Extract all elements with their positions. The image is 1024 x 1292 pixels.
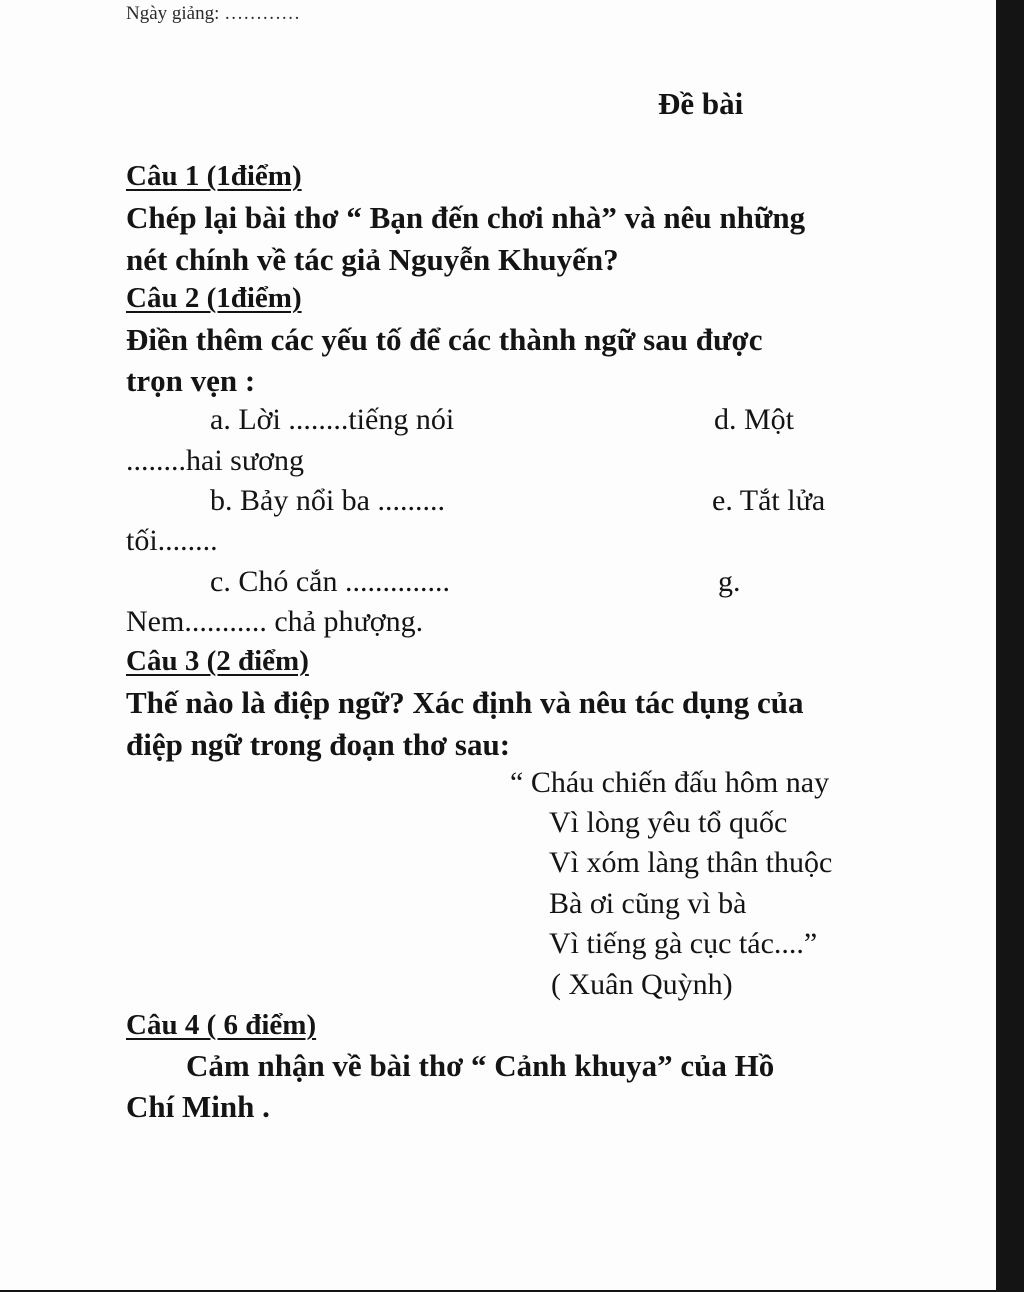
idiom-item-d-start: d. Một [714,403,795,436]
poem-line-5: Vì tiếng gà cục tác....” [549,927,818,960]
idiom-item-g-end: Nem........... chả phượng. [126,605,424,638]
question-1-heading: Câu 1 (1điểm) [126,160,302,192]
poem-line-4: Bà ơi cũng vì bà [549,887,747,920]
page-title: Đề bài [658,86,744,121]
question-3-heading: Câu 3 (2 điểm) [126,645,309,677]
poem-line-1: “ Cháu chiến đấu hôm nay [510,766,830,799]
date-header: Ngày giảng: ………… [126,3,301,24]
idiom-item-e-start: e. Tắt lửa [712,484,826,517]
question-2-heading: Câu 2 (1điểm) [126,282,302,314]
question-3-text-line-2: điệp ngữ trong đoạn thơ sau: [126,727,511,762]
idiom-item-c: c. Chó cắn .............. [210,565,450,598]
question-4-text-line-1: Cảm nhận về bài thơ “ Cảnh khuya” của Hồ [186,1048,775,1083]
idiom-item-a: a. Lời ........tiếng nói [210,403,455,436]
question-1-text-line-2: nét chính về tác giả Nguyễn Khuyến? [126,242,619,277]
question-2-text-line-2: trọn vẹn : [126,363,256,398]
poem-line-3: Vì xóm làng thân thuộc [549,846,833,879]
idiom-item-e-end: tối........ [126,524,218,557]
question-1-text-line-1: Chép lại bài thơ “ Bạn đến chơi nhà” và nêu những [126,200,806,235]
poem-author: ( Xuân Quỳnh) [551,968,733,1001]
idiom-item-d-end: ........hai sương [126,444,304,477]
question-4-heading: Câu 4 ( 6 điểm) [126,1009,317,1041]
question-4-text-line-2: Chí Minh . [126,1089,270,1124]
poem-line-2: Vì lòng yêu tổ quốc [549,806,788,839]
idiom-item-g-start: g. [718,565,741,598]
idiom-item-b: b. Bảy nổi ba ......... [210,484,445,517]
question-2-text-line-1: Điền thêm các yếu tố để các thành ngữ sau được [126,322,763,357]
question-3-text-line-1: Thế nào là điệp ngữ? Xác định và nêu tác dụng của [126,685,804,720]
